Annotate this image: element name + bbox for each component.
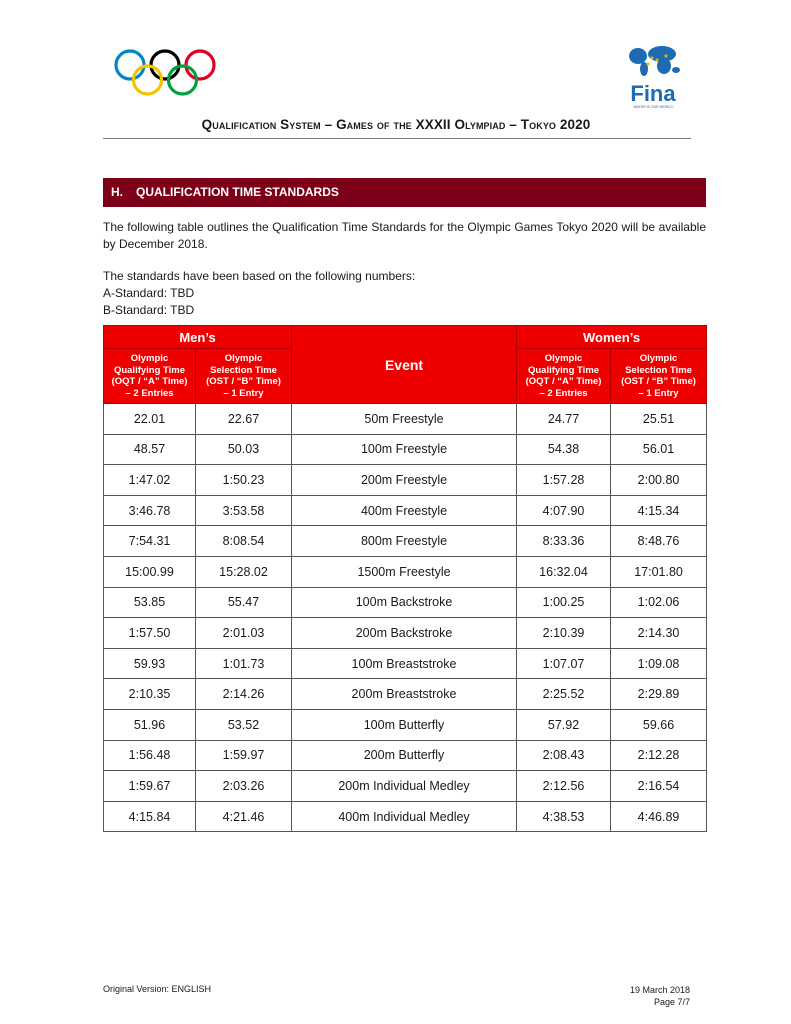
cell-men-oqt: 15:00.99 — [104, 556, 196, 587]
cell-men-ost: 3:53.58 — [196, 495, 292, 526]
cell-women-ost: 56.01 — [611, 434, 707, 465]
cell-women-oqt: 1:57.28 — [517, 465, 611, 496]
cell-women-ost: 4:15.34 — [611, 495, 707, 526]
cell-men-oqt: 7:54.31 — [104, 526, 196, 557]
cell-women-ost: 17:01.80 — [611, 556, 707, 587]
table-row — [104, 801, 707, 832]
cell-event: 400m Individual Medley — [292, 801, 517, 832]
cell-men-ost: 4:21.46 — [196, 801, 292, 832]
cell-event: 800m Freestyle — [292, 526, 517, 557]
cell-men-oqt: 4:15.84 — [104, 801, 196, 832]
table-row — [104, 495, 707, 526]
qualification-times-table — [103, 325, 707, 832]
cell-men-ost: 22.67 — [196, 404, 292, 435]
cell-women-ost: 8:48.76 — [611, 526, 707, 557]
table-row — [104, 587, 707, 618]
cell-event: 200m Individual Medley — [292, 771, 517, 802]
cell-event: 100m Freestyle — [292, 434, 517, 465]
cell-women-ost: 25.51 — [611, 404, 707, 435]
cell-women-ost: 2:29.89 — [611, 679, 707, 710]
table-row — [104, 679, 707, 710]
olympic-rings-logo — [112, 48, 222, 100]
cell-event: 100m Backstroke — [292, 587, 517, 618]
cell-event: 200m Freestyle — [292, 465, 517, 496]
cell-women-ost: 1:02.06 — [611, 587, 707, 618]
fina-logo — [622, 42, 684, 110]
cell-women-oqt: 54.38 — [517, 434, 611, 465]
footer-version: Original Version: ENGLISH — [103, 984, 212, 994]
table-row — [104, 740, 707, 771]
cell-men-ost: 8:08.54 — [196, 526, 292, 557]
womens-oqt-header: Olympic Qualifying Time (OQT / “A” Time) – 2 Entries — [517, 349, 611, 404]
womens-group-header: Women’s — [517, 326, 707, 349]
cell-men-ost: 2:14.26 — [196, 679, 292, 710]
cell-event: 100m Breaststroke — [292, 648, 517, 679]
table-row — [104, 465, 707, 496]
cell-women-oqt: 1:00.25 — [517, 587, 611, 618]
cell-women-ost: 2:00.80 — [611, 465, 707, 496]
footer-date: 19 March 2018 — [629, 985, 690, 995]
table-row — [104, 709, 707, 740]
cell-women-oqt: 16:32.04 — [517, 556, 611, 587]
a-standard: A-Standard: TBD — [103, 286, 195, 300]
cell-event: 100m Butterfly — [292, 709, 517, 740]
cell-men-oqt: 1:47.02 — [104, 465, 196, 496]
cell-men-oqt: 48.57 — [104, 434, 196, 465]
cell-men-oqt: 1:56.48 — [104, 740, 196, 771]
event-column-header: Event — [292, 326, 517, 404]
cell-women-oqt: 4:38.53 — [517, 801, 611, 832]
cell-men-oqt: 53.85 — [104, 587, 196, 618]
cell-men-oqt: 3:46.78 — [104, 495, 196, 526]
cell-men-ost: 2:01.03 — [196, 618, 292, 649]
header-divider — [103, 138, 691, 139]
cell-women-ost: 59.66 — [611, 709, 707, 740]
cell-women-ost: 2:16.54 — [611, 771, 707, 802]
cell-men-oqt: 51.96 — [104, 709, 196, 740]
mens-group-header: Men’s — [104, 326, 292, 349]
cell-women-oqt: 4:07.90 — [517, 495, 611, 526]
cell-women-oqt: 2:10.39 — [517, 618, 611, 649]
svg-text:WATER IS OUR WORLD: WATER IS OUR WORLD — [633, 105, 673, 109]
cell-men-oqt: 2:10.35 — [104, 679, 196, 710]
cell-men-ost: 2:03.26 — [196, 771, 292, 802]
cell-women-oqt: 2:08.43 — [517, 740, 611, 771]
cell-women-oqt: 2:25.52 — [517, 679, 611, 710]
table-row — [104, 771, 707, 802]
cell-men-oqt: 22.01 — [104, 404, 196, 435]
standards-intro: The standards have been based on the following numbers: — [103, 269, 416, 283]
cell-women-ost: 4:46.89 — [611, 801, 707, 832]
cell-women-oqt: 1:07.07 — [517, 648, 611, 679]
footer-page-number: Page 7/7 — [653, 997, 690, 1007]
cell-event: 200m Butterfly — [292, 740, 517, 771]
section-number: H. — [111, 185, 123, 199]
globe-icon — [622, 42, 684, 110]
cell-men-ost: 53.52 — [196, 709, 292, 740]
b-standard: B-Standard: TBD — [103, 303, 195, 317]
cell-event: 200m Breaststroke — [292, 679, 517, 710]
womens-ost-header: Olympic Selection Time (OST / “B” Time) – 1 Entry — [611, 349, 707, 404]
table-row — [104, 648, 707, 679]
cell-event: 400m Freestyle — [292, 495, 517, 526]
section-title: QUALIFICATION TIME STANDARDS — [136, 185, 339, 199]
table-row — [104, 526, 707, 557]
cell-men-oqt: 59.93 — [104, 648, 196, 679]
cell-women-oqt: 8:33.36 — [517, 526, 611, 557]
table-row — [104, 434, 707, 465]
section-heading — [103, 178, 706, 207]
cell-men-ost: 50.03 — [196, 434, 292, 465]
cell-men-ost: 55.47 — [196, 587, 292, 618]
cell-women-ost: 2:12.28 — [611, 740, 707, 771]
document-title: Qualification System – Games of the XXXII Olympiad – Tokyo 2020 — [201, 117, 591, 132]
cell-women-oqt: 2:12.56 — [517, 771, 611, 802]
cell-men-ost: 1:01.73 — [196, 648, 292, 679]
table-row — [104, 556, 707, 587]
cell-women-oqt: 57.92 — [517, 709, 611, 740]
mens-ost-header: Olympic Selection Time (OST / “B” Time) – 1 Entry — [196, 349, 292, 404]
table-row — [104, 404, 707, 435]
cell-women-oqt: 24.77 — [517, 404, 611, 435]
cell-women-ost: 2:14.30 — [611, 618, 707, 649]
cell-men-oqt: 1:57.50 — [104, 618, 196, 649]
standards-paragraph — [103, 268, 706, 319]
cell-men-oqt: 1:59.67 — [104, 771, 196, 802]
footer-meta — [560, 984, 690, 1008]
intro-paragraph: The following table outlines the Qualification Time Standards for the Olympic Games Tokyo 2020 will be available by December 2018. — [103, 220, 706, 251]
cell-men-ost: 1:59.97 — [196, 740, 292, 771]
cell-men-ost: 15:28.02 — [196, 556, 292, 587]
cell-women-ost: 1:09.08 — [611, 648, 707, 679]
table-row — [104, 618, 707, 649]
svg-text:Fina: Fina — [630, 81, 676, 106]
cell-event: 200m Backstroke — [292, 618, 517, 649]
cell-event: 50m Freestyle — [292, 404, 517, 435]
cell-event: 1500m Freestyle — [292, 556, 517, 587]
mens-oqt-header: Olympic Qualifying Time (OQT / “A” Time) – 2 Entries — [104, 349, 196, 404]
cell-men-ost: 1:50.23 — [196, 465, 292, 496]
